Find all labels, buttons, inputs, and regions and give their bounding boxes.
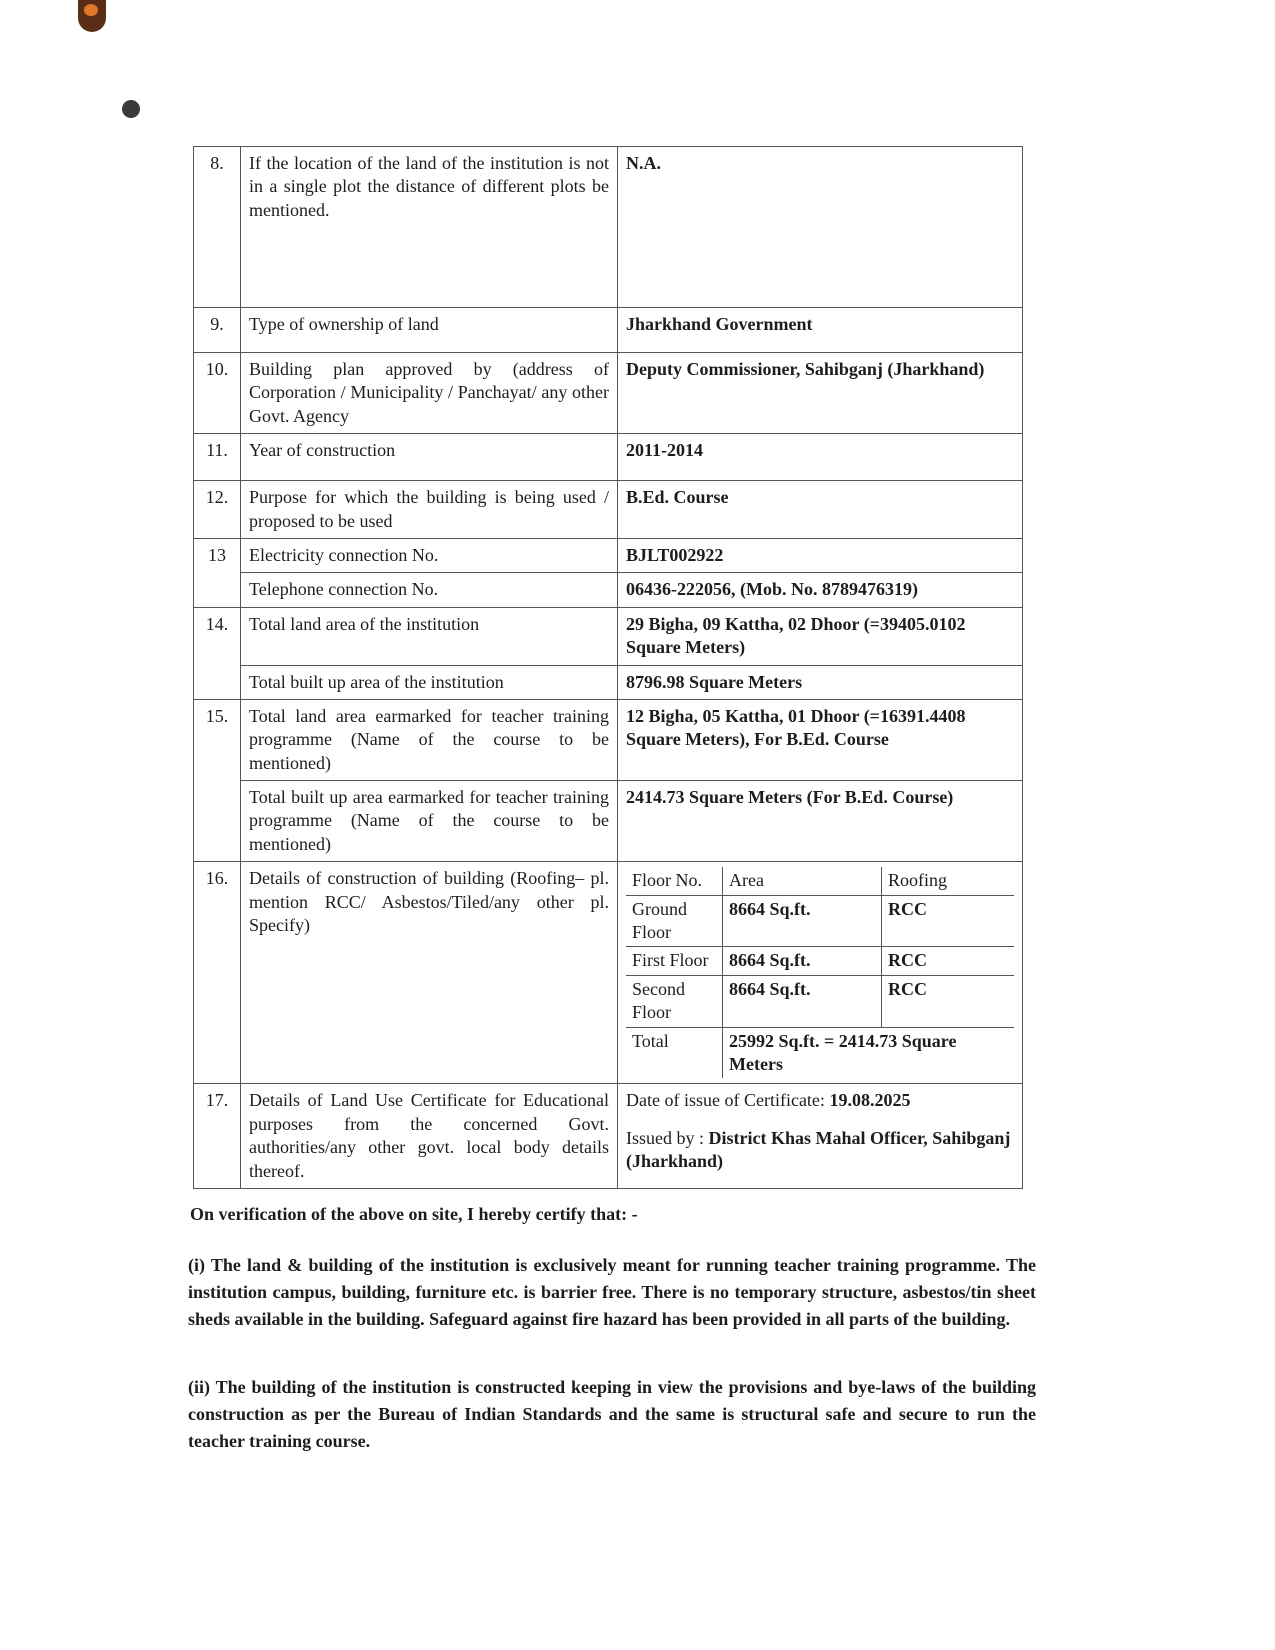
issued-label: Issued by : (626, 1127, 709, 1148)
table-row-14b (194, 665, 1023, 699)
floor-details-cell (618, 862, 1023, 1084)
certification-point-2: (ii) The building of the institution is constructed keeping in view the provisions and bye-laws of the building construction as per the Bureau of Indian Standards and the same is structural safe and secure to run the teacher training course. (188, 1377, 1036, 1451)
floor-row (626, 895, 1014, 947)
floor-header-row (626, 867, 1014, 895)
table-row-15 (194, 699, 1023, 780)
serial-number: 8. (194, 147, 241, 308)
question-cell: Total land area earmarked for teacher training programme (Name of the course to be mentioned) (241, 699, 618, 780)
floor-roofing: RCC (882, 947, 1015, 975)
table-row-13b (194, 573, 1023, 607)
serial-number: 15. (194, 699, 241, 861)
table-row-14 (194, 607, 1023, 665)
issued-value: District Khas Mahal Officer, Sahibganj (Jharkhand) (626, 1127, 1011, 1172)
answer-cell: 12 Bigha, 05 Kattha, 01 Dhoor (=16391.4408 Square Meters), For B.Ed. Course (618, 699, 1023, 780)
table-row-13 (194, 538, 1023, 572)
total-label: Total (632, 1030, 669, 1051)
answer-cell: 2011-2014 (618, 434, 1023, 481)
answer-cell: Deputy Commissioner, Sahibganj (Jharkhand) (618, 353, 1023, 434)
binder-clip-mark (78, 0, 106, 32)
floor-name: Ground Floor (626, 895, 723, 947)
serial-number: 16. (194, 862, 241, 1084)
table-row-17 (194, 1084, 1023, 1189)
floor-row (626, 975, 1014, 1027)
answer-cell: N.A. (618, 147, 1023, 308)
question-cell: Total built up area earmarked for teacher training programme (Name of the course to be mentioned) (241, 781, 618, 862)
question-cell: If the location of the land of the institution is not in a single plot the distance of different plots be mentioned. (241, 147, 618, 308)
floor-area: 8664 Sq.ft. (723, 975, 882, 1027)
answer-cell: Jharkhand Government (618, 308, 1023, 353)
serial-number: 9. (194, 308, 241, 353)
answer-cell: 8796.98 Square Meters (618, 665, 1023, 699)
table-row-16 (194, 862, 1023, 1084)
table-row-12 (194, 481, 1023, 539)
question-cell: Year of construction (241, 434, 618, 481)
date-label: Date of issue of Certificate: (626, 1090, 830, 1111)
table-row-15b (194, 781, 1023, 862)
floor-details-table (626, 867, 1014, 1078)
question-cell: Details of construction of building (Roofing– pl. mention RCC/ Asbestos/Tiled/any other pl. Specify) (241, 862, 618, 1084)
floor-header: Floor No. (626, 867, 723, 895)
table-row-11 (194, 434, 1023, 481)
question-cell: Purpose for which the building is being used / proposed to be used (241, 481, 618, 539)
question-cell: Type of ownership of land (241, 308, 618, 353)
floor-roofing: RCC (882, 975, 1015, 1027)
answer-cell: B.Ed. Course (618, 481, 1023, 539)
spacer (626, 1113, 1014, 1127)
question-cell: Electricity connection No. (241, 538, 618, 572)
floor-area: 8664 Sq.ft. (723, 947, 882, 975)
serial-number: 17. (194, 1084, 241, 1189)
date-value: 19.08.2025 (829, 1090, 911, 1111)
floor-row (626, 947, 1014, 975)
answer-cell: BJLT002922 (618, 538, 1023, 572)
floor-total-row (626, 1027, 1014, 1078)
certificate-date (626, 1089, 1014, 1112)
answer-cell: 29 Bigha, 09 Kattha, 02 Dhoor (=39405.0102 Square Meters) (618, 607, 1023, 665)
table-row-8 (194, 147, 1023, 308)
floor-name: First Floor (626, 947, 723, 975)
answer-cell: 2414.73 Square Meters (For B.Ed. Course) (618, 781, 1023, 862)
institution-details-table (193, 146, 1023, 1189)
punch-hole-mark (122, 100, 140, 118)
serial-number: 11. (194, 434, 241, 481)
floor-area: 8664 Sq.ft. (723, 895, 882, 947)
roofing-header: Roofing (882, 867, 1015, 895)
serial-number: 12. (194, 481, 241, 539)
question-cell: Total land area of the institution (241, 607, 618, 665)
table-row-9 (194, 308, 1023, 353)
certification-heading: On verification of the above on site, I hereby certify that: - (190, 1204, 638, 1224)
serial-number: 14. (194, 607, 241, 699)
certification-point-1: (i) The land & building of the institution is exclusively meant for running teacher training programme. The institution campus, building, furniture etc. is barrier free. There is no temporary structure, asbestos/tin sheet sheds available in the building. Safeguard against fire hazard has been provided in all parts of the building. (188, 1255, 1036, 1329)
serial-number: 13 (194, 538, 241, 607)
total-value: 25992 Sq.ft. = 2414.73 Square Meters (723, 1027, 1015, 1078)
table-row-10 (194, 353, 1023, 434)
question-cell: Building plan approved by (address of Corporation / Municipality / Panchayat/ any other Govt. Agency (241, 353, 618, 434)
certificate-cell (618, 1084, 1023, 1189)
serial-number: 10. (194, 353, 241, 434)
certificate-issuer (626, 1127, 1014, 1174)
area-header: Area (723, 867, 882, 895)
answer-cell: 06436-222056, (Mob. No. 8789476319) (618, 573, 1023, 607)
question-cell: Total built up area of the institution (241, 665, 618, 699)
floor-roofing: RCC (882, 895, 1015, 947)
question-cell: Details of Land Use Certificate for Educational purposes from the concerned Govt. authorities/any other govt. local body details thereof. (241, 1084, 618, 1189)
floor-name: Second Floor (626, 975, 723, 1027)
question-cell: Telephone connection No. (241, 573, 618, 607)
